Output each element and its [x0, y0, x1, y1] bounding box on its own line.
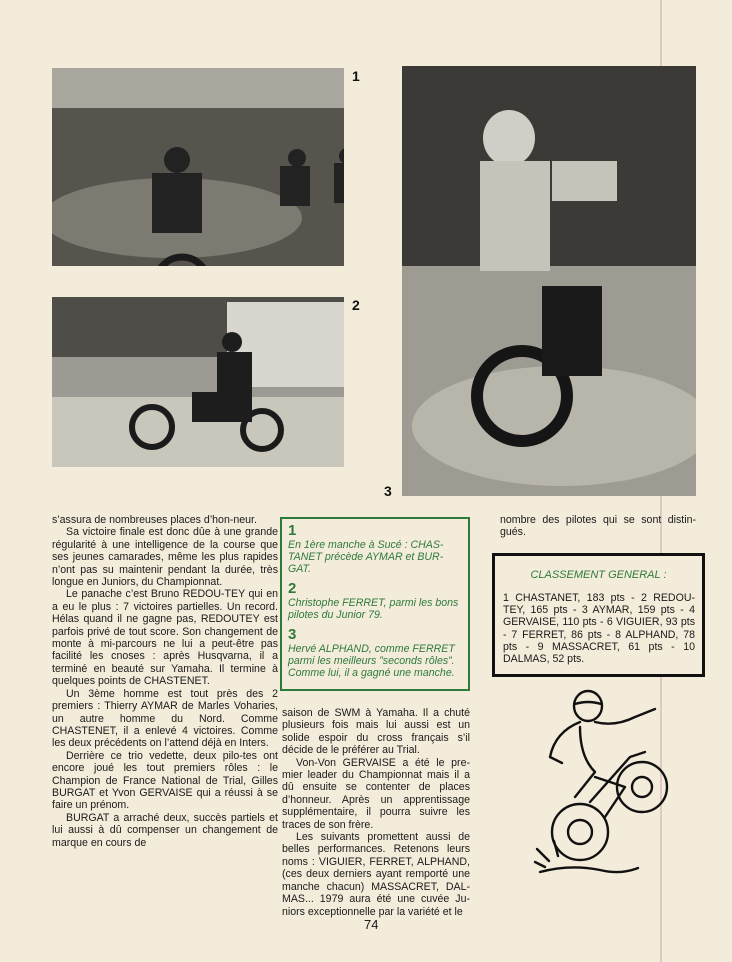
- caption-number: 3: [288, 626, 297, 643]
- classement-general-box: [492, 553, 705, 677]
- paragraph: BURGAT a arraché deux, succès partiels et lui aussi à dû compenser un changement de marque en cours de: [52, 811, 278, 849]
- photo-3: [402, 66, 696, 496]
- text-column-middle: [282, 707, 470, 918]
- paragraph: Les suivants promettent aussi de belles performances. Retenons leurs noms : VIGUIER, FERRET, ALPHAND, (ces deux derniers ayant remporté une manche chacun) MASSACRET, DAL-MAS... 1979 aura été une cuvée Ju-niors exceptionnelle par la variété et le: [282, 831, 470, 918]
- paragraph: Sa victoire finale est donc dûe à une grande régularité à une intelligence de la course que ses jeunes camarades, même les plus rapides n’ont pas su maintenir pendant la durée, très longue en Juniors, du Championnat.: [52, 526, 278, 589]
- paragraph: s’assura de nombreuses places d’hon-neur.: [52, 514, 257, 526]
- photo-3-number: 3: [384, 483, 392, 499]
- caption-text: Hervé ALPHAND, comme FERRET parmi les meilleurs ”seconds rôles”. Comme lui, il a gagné une manche.: [288, 643, 455, 679]
- photo-2: [52, 297, 344, 467]
- caption-text: Christophe FERRET, parmi les bons pilotes du Junior 79.: [288, 597, 459, 621]
- photo-1: [52, 68, 344, 266]
- caption-number: 2: [288, 580, 297, 597]
- photo-captions-box: [280, 517, 470, 691]
- text-column-left: [52, 514, 278, 849]
- caption-text: En 1ère manche à Sucé : CHAS-TANET précède AYMAR et BUR-GAT.: [288, 539, 444, 575]
- text-column-right: [500, 514, 696, 539]
- paragraph: Le panache c’est Bruno REDOU-TEY qui en a eu le plus : 7 victoires partielles. Un record. Hélas quand il ne gagne pas, REDOUTEY est parfois privé de tout score. Son changement de monte à mi-parcours ne lui a peut-être pas facilité les cnoses : après Husqvarna, il a terminé en beauté sur Yamaha. Il termine à quelques points de CHASTENET.: [52, 588, 278, 688]
- paragraph: nombre des pilotes qui se sont distin-gués.: [500, 514, 696, 539]
- paragraph: Un 3ème homme est tout près des 2 premiers : Thierry AYMAR de Marles Voharies, un autre homme du Nord. Comme CHASTENET, il a enlevé 4 victoires. Comme les deux précédents on l’attend déjà en Inters.: [52, 687, 278, 750]
- photo-2-number: 2: [352, 297, 360, 313]
- photo-1-number: 1: [352, 68, 360, 84]
- paragraph: Derrière ce trio vedette, deux pilo-tes ont encore joué les tout premiers rôles : le Champion de France National de Trial, Gilles BURGAT et Yvon GERVAISE qui a réussi à se faire un prénom.: [52, 749, 278, 812]
- paragraph: saison de SWM à Yamaha. Il a chuté plusieurs fois mais lui aussi est un solide espoir du cross français s’il décide de le préférer au Trial.: [282, 707, 470, 757]
- page-number: 74: [364, 917, 379, 932]
- caption-number: 1: [288, 522, 297, 539]
- paragraph: Von-Von GERVAISE a été le pre-mier leader du Championnat mais il a dû ensuite se contenter de places d’honneur. Après un apprentissage supplémentaire, il pourra suivre les traces de son frère.: [282, 756, 470, 831]
- classement-title: CLASSEMENT GENERAL :: [530, 569, 667, 581]
- classement-text: 1 CHASTANET, 183 pts - 2 REDOU-TEY, 165 pts - 3 AYMAR, 159 pts - 4 GERVAISE, 110 pts - 6 VIGUIER, 93 pts - 7 FERRET, 86 pts - 8 ALPHAND, 78 pts - 9 MASSACRET, 61 pts - 10 DALMAS, 52 pts.: [503, 592, 695, 666]
- motocross-rider-illustration: [520, 682, 670, 897]
